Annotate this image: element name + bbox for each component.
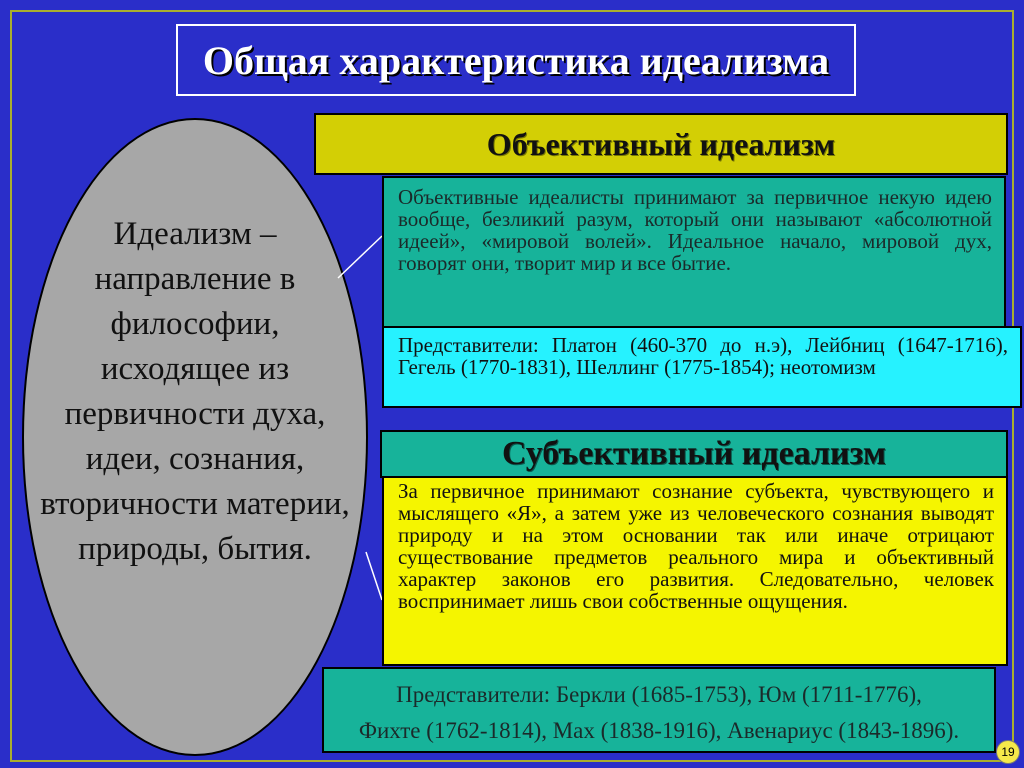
idealism-definition: Идеализм – направление в философии, исходящее из первичности духа, идеи, сознания, вторичности материи, природы, бытия. bbox=[40, 216, 350, 567]
subjective-representatives-line-2: Фихте (1762-1814), Мах (1838-1916), Авенариус (1843-1896). bbox=[358, 718, 960, 743]
subjective-representatives-line-1: Представители: Беркли (1685-1753), Юм (1711-1776), bbox=[396, 682, 922, 707]
slide-title: Общая характеристика идеализма bbox=[176, 24, 856, 96]
subjective-idealism-heading: Субъективный идеализм bbox=[380, 430, 1008, 478]
objective-representatives: Представители: Платон (460-370 до н.э), Лейбниц (1647-1716), Гегель (1770-1831), Шеллинг (1775-1854); неотомизм bbox=[382, 326, 1022, 408]
objective-idealism-heading: Объективный идеализм bbox=[314, 113, 1008, 175]
subjective-idealism-description: За первичное принимают сознание субъекта, чувствующего и мыслящего «Я», а затем уже из человеческого сознания выводят природу и на этом основании так или иначе отрицают существование предметов реального мира и объективный характер законов его развития. Следовательно, человек воспринимает лишь свои собственные ощущения. bbox=[382, 476, 1008, 666]
subjective-representatives bbox=[322, 667, 996, 753]
page-number-badge: 19 bbox=[996, 740, 1020, 764]
objective-idealism-description: Объективные идеалисты принимают за первичное некую идею вообще, безликий разум, который они называют «абсолютной идеей», «мировой волей». Идеальное начало, мировой дух, говорят они, творит мир и все бытие. bbox=[382, 176, 1006, 328]
